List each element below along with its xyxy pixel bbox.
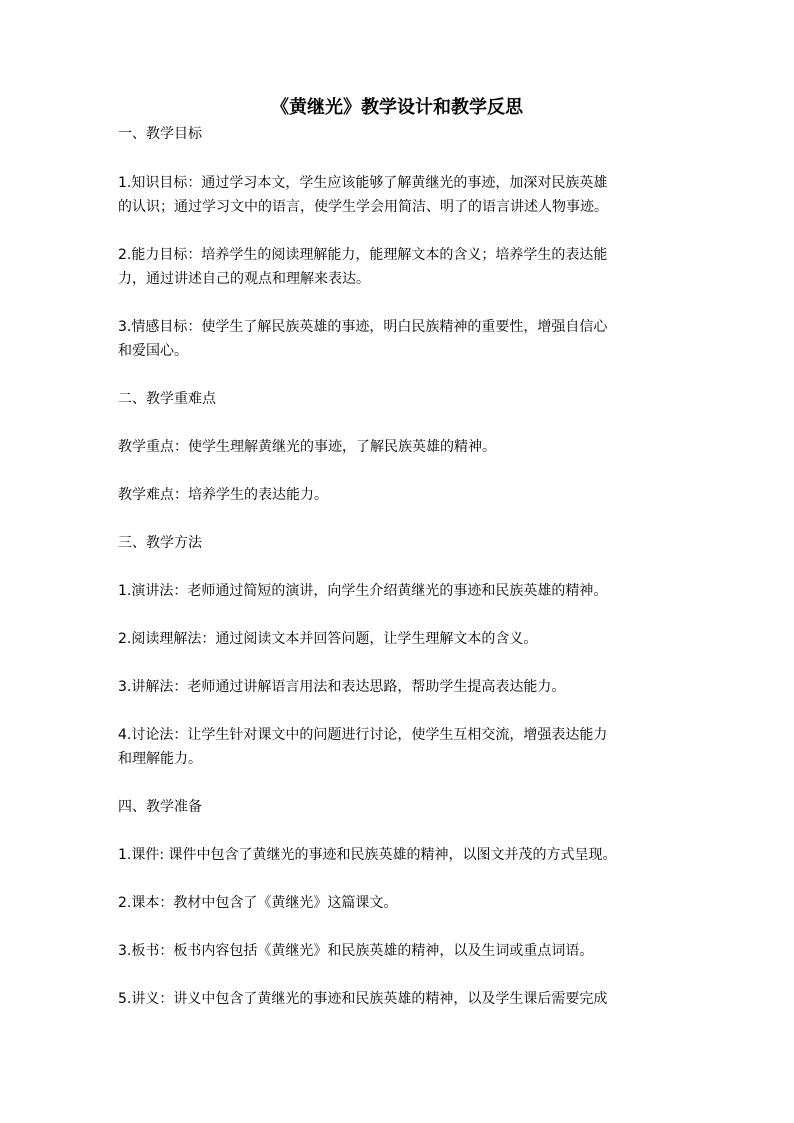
document-title: 《黄继光》教学设计和教学反思 bbox=[271, 97, 523, 118]
paragraph-line: 3.板书：板书内容包括《黄继光》和民族英雄的精神，以及生词或重点词语。 bbox=[118, 943, 594, 959]
paragraph-line: 和理解能力。 bbox=[118, 751, 202, 767]
paragraph-line: 力，通过讲述自己的观点和理解来表达。 bbox=[118, 271, 370, 287]
paragraph-line: 3.情感目标：使学生了解民族英雄的事迹，明白民族精神的重要性，增强自信心 bbox=[118, 319, 608, 335]
paragraph-line: 2.阅读理解法：通过阅读文本并回答问题，让学生理解文本的含义。 bbox=[118, 631, 538, 647]
paragraph-line: 和爱国心。 bbox=[118, 343, 188, 359]
paragraph-line: 3.讲解法：老师通过讲解语言用法和表达思路，帮助学生提高表达能力。 bbox=[118, 679, 566, 695]
paragraph-line: 4.讨论法：让学生针对课文中的问题进行讨论，使学生互相交流，增强表达能力 bbox=[118, 727, 608, 743]
section-heading-teaching-preparation: 四、教学准备 bbox=[118, 799, 202, 815]
paragraph-line: 1.课件: 课件中包含了黄继光的事迹和民族英雄的精神，以图文并茂的方式呈现。 bbox=[118, 847, 617, 863]
paragraph-line: 2.课本：教材中包含了《黄继光》这篇课文。 bbox=[118, 895, 398, 911]
paragraph-line: 1.知识目标：通过学习本文，学生应该能够了解黄继光的事迹，加深对民族英雄 bbox=[118, 175, 608, 191]
section-heading-key-difficult-points: 二、教学重难点 bbox=[118, 391, 216, 407]
paragraph-line: 5.讲义：讲义中包含了黄继光的事迹和民族英雄的精神，以及学生课后需要完成 bbox=[118, 991, 608, 1007]
paragraph-line: 的认识；通过学习文中的语言，使学生学会用简洁、明了的语言讲述人物事迹。 bbox=[118, 199, 608, 215]
paragraph-line: 1.演讲法：老师通过简短的演讲，向学生介绍黄继光的事迹和民族英雄的精神。 bbox=[118, 583, 608, 599]
paragraph-line: 教学难点：培养学生的表达能力。 bbox=[118, 487, 328, 503]
section-heading-teaching-methods: 三、教学方法 bbox=[118, 535, 202, 551]
paragraph-line: 2.能力目标：培养学生的阅读理解能力，能理解文本的含义；培养学生的表达能 bbox=[118, 247, 608, 263]
paragraph-line: 教学重点：使学生理解黄继光的事迹，了解民族英雄的精神。 bbox=[118, 439, 496, 455]
section-heading-teaching-objectives: 一、教学目标 bbox=[118, 126, 202, 142]
